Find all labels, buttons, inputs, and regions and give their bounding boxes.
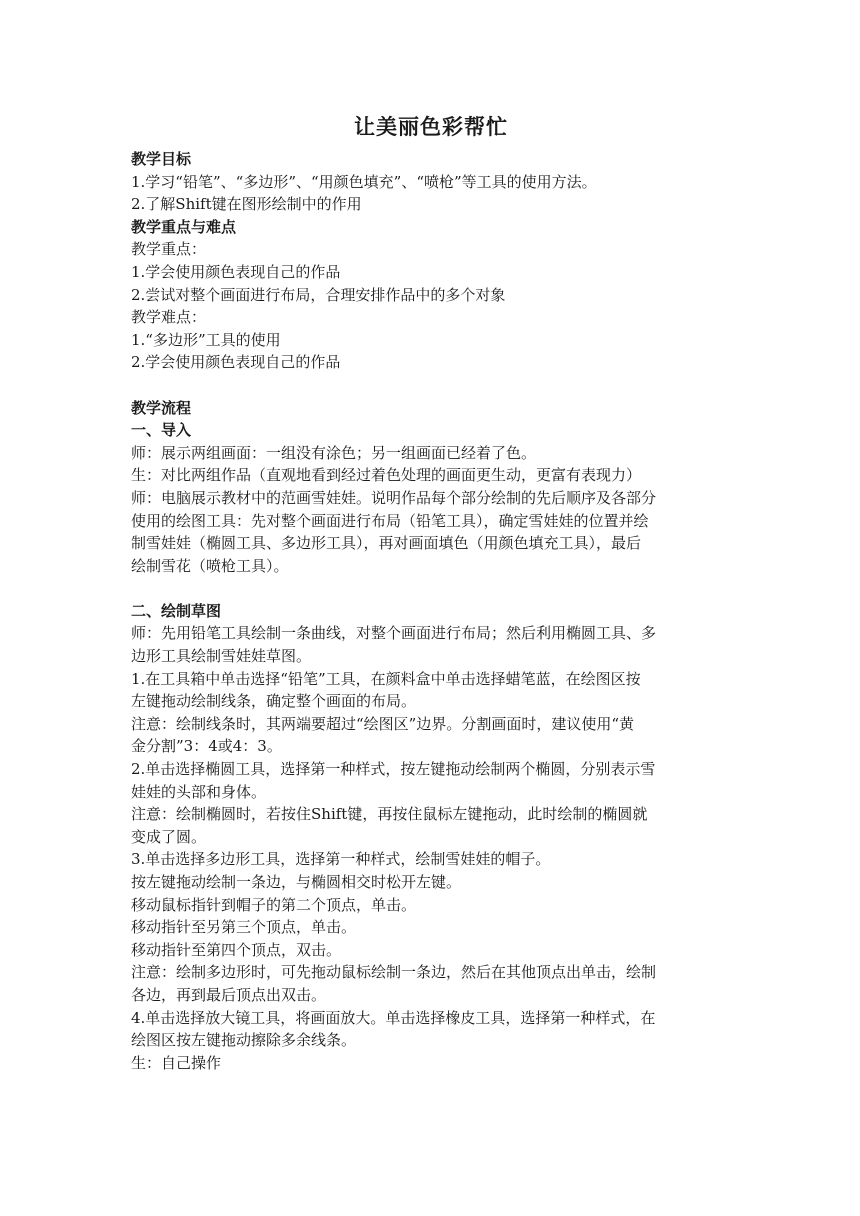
blank-line: [131, 577, 731, 600]
intro-line: 师：展示两组画面：一组没有涂色；另一组画面已经着了色。: [131, 443, 537, 462]
sketch-line: 移动指针至另第三个顶点，单击。: [131, 918, 357, 937]
difficulty-item: 1.“多边形”工具的使用: [131, 330, 281, 349]
intro-line: 制雪娃娃（椭圆工具、多边形工具），再对画面填色（用颜色填充工具），最后: [131, 534, 642, 553]
sketch-line: 注意：绘制多边形时，可先拖动鼠标绘制一条边，然后在其他顶点出单击，绘制: [131, 963, 657, 982]
objectives-item: 1.学习“铅笔”、“多边形”、“用颜色填充”、“喷枪”等工具的使用方法。: [131, 172, 597, 191]
document-page: [131, 112, 731, 1074]
sketch-line: 注意：绘制椭圆时，若按住Shift键，再按住鼠标左键拖动，此时绘制的椭圆就: [131, 805, 648, 824]
section-sketch-heading: 二、绘制草图: [131, 601, 222, 620]
sketch-line: 金分割”3：4或4：3。: [131, 737, 282, 756]
focus-item: 2.尝试对整个画面进行布局，合理安排作品中的多个对象: [131, 285, 506, 304]
section-intro-heading: 一、导入: [131, 421, 192, 440]
objectives-heading: 教学目标: [131, 150, 192, 168]
sketch-line: 生：自己操作: [131, 1053, 222, 1072]
sketch-line: 师：先用铅笔工具绘制一条曲线，对整个画面进行布局；然后利用椭圆工具、多: [131, 624, 657, 643]
intro-line: 绘制雪花（喷枪工具）。: [131, 556, 289, 575]
focus-item: 1.学会使用颜色表现自己的作品: [131, 262, 341, 281]
sketch-line: 娃娃的头部和身体。: [131, 782, 267, 801]
sketch-line: 边形工具绘制雪娃娃草图。: [131, 647, 312, 666]
focus-label: 教学重点：: [131, 240, 207, 259]
objectives-item: 2.了解Shift键在图形绘制中的作用: [131, 195, 362, 214]
sketch-line: 按左键拖动绘制一条边，与椭圆相交时松开左键。: [131, 873, 462, 891]
difficulty-label: 教学难点：: [131, 308, 207, 327]
sketch-line: 2.单击选择椭圆工具，选择第一种样式，按左键拖动绘制两个椭圆，分别表示雪: [131, 760, 656, 779]
intro-line: 生：对比两组作品（直观地看到经过着色处理的画面更生动，更富有表现力）: [131, 466, 642, 485]
sketch-line: 4.单击选择放大镜工具，将画面放大。单击选择橡皮工具，选择第一种样式，在: [131, 1008, 656, 1027]
blank-line: [131, 374, 731, 397]
sketch-line: 移动指针至第四个顶点，双击。: [131, 940, 342, 959]
sketch-line: 左键拖动绘制线条，确定整个画面的布局。: [131, 692, 417, 711]
sketch-line: 绘图区按左键拖动擦除多余线条。: [131, 1031, 357, 1050]
difficulty-item: 2.学会使用颜色表现自己的作品: [131, 353, 341, 372]
intro-line: 使用的绘图工具：先对整个画面进行布局（铅笔工具），确定雪娃娃的位置并绘: [131, 511, 649, 530]
sketch-line: 注意：绘制线条时，其两端要超过“绘图区”边界。分割画面时，建议使用“黄: [131, 714, 635, 733]
sketch-line: 3.单击选择多边形工具，选择第一种样式，绘制雪娃娃的帽子。: [131, 850, 551, 869]
document-title: 让美丽色彩帮忙: [354, 115, 508, 139]
sketch-line: 1.在工具箱中单击选择“铅笔”工具，在颜料盒中单击选择蜡笔蓝，在绘图区按: [131, 669, 641, 688]
sketch-line: 移动鼠标指针到帽子的第二个顶点，单击。: [131, 895, 417, 914]
process-heading: 教学流程: [131, 398, 192, 417]
sketch-line: 变成了圆。: [131, 827, 207, 846]
sketch-line: 各边，再到最后顶点出双击。: [131, 985, 327, 1004]
intro-line: 师：电脑展示教材中的范画雪娃娃。说明作品每个部分绘制的先后顺序及各部分: [131, 488, 657, 507]
key-points-heading: 教学重点与难点: [131, 217, 237, 236]
